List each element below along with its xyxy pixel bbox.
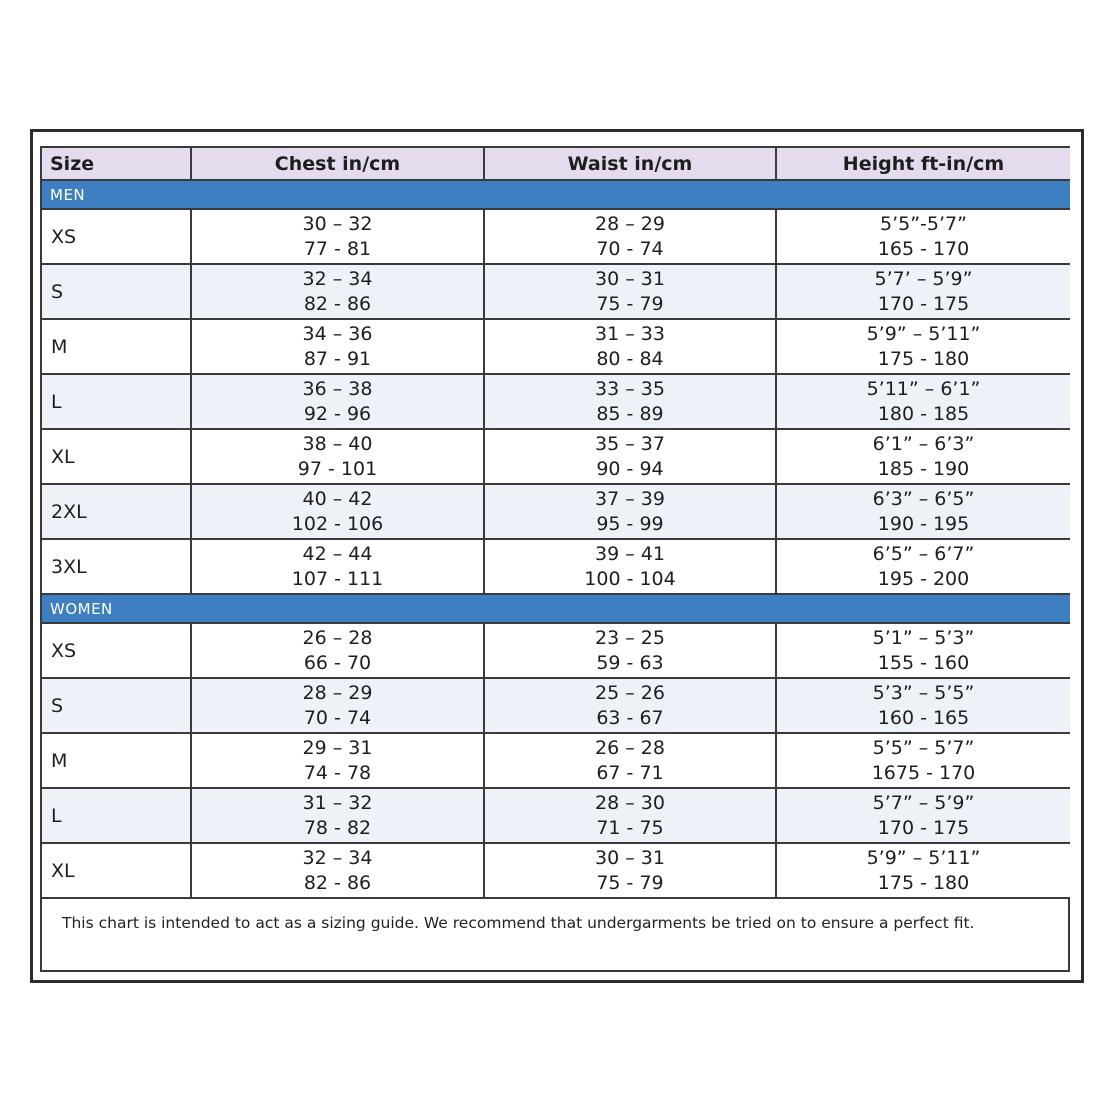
- height-cell: [776, 843, 1070, 898]
- height-imperial-value: 6’5” – 6’7”: [872, 542, 975, 565]
- height-metric-value: 175 - 180: [877, 347, 970, 370]
- chest-cell: [191, 484, 484, 539]
- height-imperial-value: 5’7” – 5’9”: [872, 791, 975, 814]
- height-metric-value: 170 - 175: [877, 816, 970, 839]
- height-imperial-value: 5’5” – 5’7”: [872, 736, 975, 759]
- height-column-header: Height ft-in/cm: [776, 148, 1070, 180]
- waist-column-header: Waist in/cm: [484, 148, 776, 180]
- height-imperial-value: 6’3” – 6’5”: [872, 487, 975, 510]
- waist-metric-value: 80 - 84: [596, 347, 664, 370]
- chest-metric-value: 102 - 106: [291, 512, 384, 535]
- height-imperial-value: 5’11” – 6’1”: [866, 377, 981, 400]
- waist-metric-value: 59 - 63: [596, 651, 664, 674]
- waist-imperial-value: 30 – 31: [595, 267, 665, 290]
- size-cell: XL: [42, 843, 191, 898]
- chest-metric-value: 107 - 111: [291, 567, 384, 590]
- chest-imperial-value: 36 – 38: [302, 377, 373, 400]
- section-row-women: [42, 594, 1070, 623]
- height-metric-value: 180 - 185: [877, 402, 970, 425]
- table-row: [42, 843, 1070, 898]
- height-imperial-value: 5’5”-5’7”: [880, 212, 967, 235]
- size-column-header: Size: [42, 148, 191, 180]
- height-cell: [776, 623, 1070, 678]
- waist-imperial-value: 25 – 26: [595, 681, 665, 704]
- waist-metric-value: 71 - 75: [596, 816, 664, 839]
- waist-cell: [484, 374, 776, 429]
- size-cell: S: [42, 678, 191, 733]
- size-cell: XS: [42, 209, 191, 264]
- chest-imperial-value: 42 – 44: [302, 542, 373, 565]
- size-cell: M: [42, 733, 191, 788]
- height-metric-value: 160 - 165: [877, 706, 970, 729]
- waist-cell: [484, 319, 776, 374]
- waist-imperial-value: 35 – 37: [595, 432, 665, 455]
- chest-imperial-value: 32 – 34: [302, 846, 373, 869]
- table-row: [42, 209, 1070, 264]
- section-label: MEN: [42, 180, 1070, 209]
- waist-metric-value: 75 - 79: [596, 292, 664, 315]
- waist-cell: [484, 733, 776, 788]
- chest-imperial-value: 29 – 31: [302, 736, 373, 759]
- size-table: [42, 148, 1070, 899]
- waist-metric-value: 85 - 89: [596, 402, 664, 425]
- waist-metric-value: 75 - 79: [596, 871, 664, 894]
- waist-metric-value: 100 - 104: [584, 567, 676, 590]
- waist-imperial-value: 30 – 31: [595, 846, 665, 869]
- chest-cell: [191, 374, 484, 429]
- size-chart: [40, 146, 1070, 972]
- waist-imperial-value: 33 – 35: [595, 377, 665, 400]
- height-metric-value: 185 - 190: [877, 457, 970, 480]
- waist-cell: [484, 264, 776, 319]
- waist-imperial-value: 28 – 30: [595, 791, 665, 814]
- waist-cell: [484, 788, 776, 843]
- chest-imperial-value: 30 – 32: [302, 212, 373, 235]
- chest-cell: [191, 429, 484, 484]
- waist-metric-value: 90 - 94: [596, 457, 664, 480]
- height-cell: [776, 678, 1070, 733]
- chest-metric-value: 82 - 86: [303, 871, 372, 894]
- height-cell: [776, 733, 1070, 788]
- waist-metric-value: 63 - 67: [596, 706, 664, 729]
- chest-column-header: Chest in/cm: [191, 148, 484, 180]
- sizing-note: This chart is intended to act as a sizing guide. We recommend that undergarments be tried on to ensure a perfect fit.: [62, 914, 975, 932]
- height-metric-value: 175 - 180: [877, 871, 970, 894]
- height-cell: [776, 484, 1070, 539]
- waist-cell: [484, 539, 776, 594]
- height-imperial-value: 5’1” – 5’3”: [872, 626, 975, 649]
- size-cell: 3XL: [42, 539, 191, 594]
- header-row: [42, 148, 1070, 180]
- waist-imperial-value: 31 – 33: [595, 322, 665, 345]
- height-metric-value: 165 - 170: [877, 237, 970, 260]
- height-imperial-value: 5’7’ – 5’9”: [874, 267, 973, 290]
- table-row: [42, 788, 1070, 843]
- table-row: [42, 264, 1070, 319]
- size-chart-frame: [30, 129, 1084, 983]
- chest-metric-value: 97 - 101: [297, 457, 378, 480]
- waist-metric-value: 70 - 74: [596, 237, 664, 260]
- height-cell: [776, 429, 1070, 484]
- height-cell: [776, 319, 1070, 374]
- table-body: [42, 180, 1070, 898]
- table-row: [42, 429, 1070, 484]
- chest-metric-value: 78 - 82: [303, 816, 372, 839]
- height-cell: [776, 539, 1070, 594]
- size-cell: L: [42, 374, 191, 429]
- height-imperial-value: 5’9” – 5’11”: [866, 846, 981, 869]
- size-cell: M: [42, 319, 191, 374]
- size-cell: S: [42, 264, 191, 319]
- height-metric-value: 170 - 175: [877, 292, 970, 315]
- height-imperial-value: 5’3” – 5’5”: [872, 681, 975, 704]
- chest-cell: [191, 678, 484, 733]
- table-row: [42, 374, 1070, 429]
- waist-cell: [484, 484, 776, 539]
- waist-metric-value: 67 - 71: [596, 761, 664, 784]
- height-imperial-value: 6’1” – 6’3”: [872, 432, 975, 455]
- waist-cell: [484, 209, 776, 264]
- height-metric-value: 155 - 160: [877, 651, 970, 674]
- chest-imperial-value: 34 – 36: [302, 322, 373, 345]
- chest-metric-value: 66 - 70: [303, 651, 372, 674]
- chest-imperial-value: 26 – 28: [302, 626, 373, 649]
- height-metric-value: 190 - 195: [877, 512, 970, 535]
- chest-cell: [191, 539, 484, 594]
- chest-metric-value: 70 - 74: [303, 706, 372, 729]
- size-cell: XL: [42, 429, 191, 484]
- waist-imperial-value: 39 – 41: [595, 542, 665, 565]
- chest-metric-value: 82 - 86: [303, 292, 372, 315]
- height-imperial-value: 5’9” – 5’11”: [866, 322, 981, 345]
- size-cell: L: [42, 788, 191, 843]
- chest-imperial-value: 28 – 29: [302, 681, 373, 704]
- section-row-men: [42, 180, 1070, 209]
- table-row: [42, 319, 1070, 374]
- waist-imperial-value: 28 – 29: [595, 212, 665, 235]
- height-cell: [776, 374, 1070, 429]
- waist-cell: [484, 678, 776, 733]
- height-cell: [776, 264, 1070, 319]
- table-row: [42, 539, 1070, 594]
- section-label: WOMEN: [42, 594, 1070, 623]
- chest-cell: [191, 733, 484, 788]
- waist-imperial-value: 26 – 28: [595, 736, 665, 759]
- chest-cell: [191, 843, 484, 898]
- waist-cell: [484, 843, 776, 898]
- chest-cell: [191, 623, 484, 678]
- chest-imperial-value: 32 – 34: [302, 267, 373, 290]
- size-cell: XS: [42, 623, 191, 678]
- chest-metric-value: 77 - 81: [303, 237, 372, 260]
- chest-metric-value: 74 - 78: [303, 761, 372, 784]
- chest-imperial-value: 38 – 40: [302, 432, 373, 455]
- height-metric-value: 195 - 200: [877, 567, 970, 590]
- table-row: [42, 733, 1070, 788]
- size-cell: 2XL: [42, 484, 191, 539]
- chest-imperial-value: 31 – 32: [302, 791, 373, 814]
- waist-imperial-value: 37 – 39: [595, 487, 665, 510]
- waist-imperial-value: 23 – 25: [595, 626, 665, 649]
- chest-cell: [191, 788, 484, 843]
- height-cell: [776, 788, 1070, 843]
- chest-metric-value: 87 - 91: [303, 347, 372, 370]
- chest-cell: [191, 209, 484, 264]
- waist-metric-value: 95 - 99: [596, 512, 664, 535]
- chest-cell: [191, 319, 484, 374]
- height-metric-value: 1675 - 170: [871, 761, 976, 784]
- table-row: [42, 623, 1070, 678]
- waist-cell: [484, 429, 776, 484]
- chest-metric-value: 92 - 96: [303, 402, 372, 425]
- waist-cell: [484, 623, 776, 678]
- height-cell: [776, 209, 1070, 264]
- chest-cell: [191, 264, 484, 319]
- table-row: [42, 484, 1070, 539]
- table-row: [42, 678, 1070, 733]
- chest-imperial-value: 40 – 42: [302, 487, 373, 510]
